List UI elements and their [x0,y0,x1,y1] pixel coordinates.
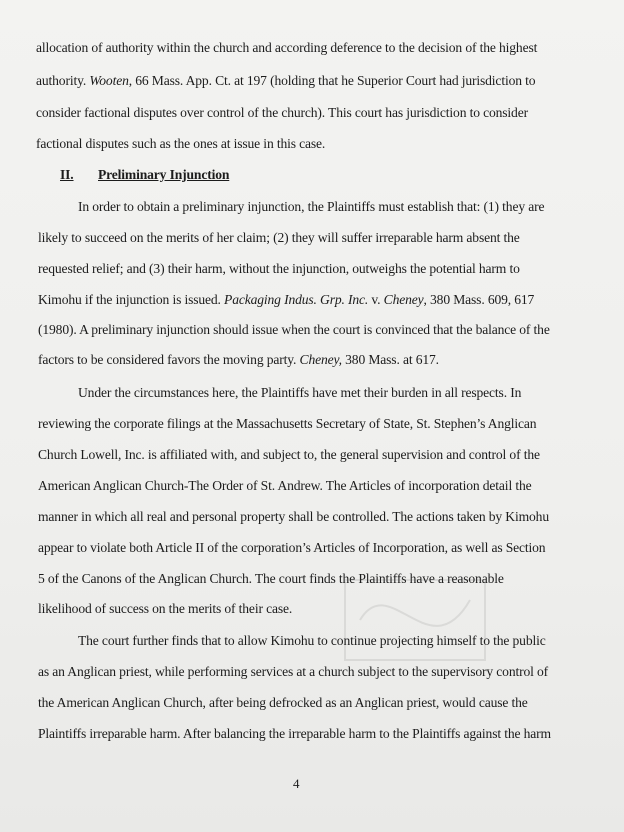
text-line: In order to obtain a preliminary injunction, the Plaintiffs must establish that: (1) they are [78,199,545,214]
section-number: II. [60,167,74,182]
text-line: factors to be considered favors the moving party. Cheney, 380 Mass. at 617. [38,352,439,367]
page-number: 4 [293,776,300,791]
text-line: as an Anglican priest, while performing services at a church subject to the supervisory control of [38,664,549,679]
text-line: Plaintiffs irreparable harm. After balancing the irreparable harm to the Plaintiffs against the harm [38,726,551,741]
text-line: authority. Wooten, 66 Mass. App. Ct. at 197 (holding that he Superior Court had jurisdiction to [36,73,536,88]
text-line: American Anglican Church-The Order of St. Andrew. The Articles of incorporation detail the [38,478,532,493]
text-line: factional disputes such as the ones at issue in this case. [36,136,326,151]
text-line: allocation of authority within the church and according deference to the decision of the highest [36,40,538,55]
text-line: likelihood of success on the merits of their case. [38,601,293,616]
text-line: appear to violate both Article II of the corporation’s Articles of Incorporation, as well as Section [38,540,546,555]
text-line: manner in which all real and personal property shall be controlled. The actions taken by Kimohu [38,509,549,524]
text-line: consider factional disputes over control of the church). This court has jurisdiction to consider [36,105,528,120]
text-line: likely to succeed on the merits of her claim; (2) they will suffer irreparable harm absent the [38,230,520,245]
text-line: Church Lowell, Inc. is affiliated with, and subject to, the general supervision and control of the [38,447,540,462]
text-line: Under the circumstances here, the Plaintiffs have met their burden in all respects. In [78,385,522,400]
text-line: Kimohu if the injunction is issued. Packaging Indus. Grp. Inc. v. Cheney, 380 Mass. 609, 617 [38,292,535,307]
section-title: Preliminary Injunction [98,167,230,182]
faint-stamp-image [340,560,490,680]
section-heading [60,167,229,183]
text-line: The court further finds that to allow Kimohu to continue projecting himself to the public [78,633,546,648]
text-line: (1980). A preliminary injunction should issue when the court is convinced that the balance of the [38,322,550,337]
text-line: requested relief; and (3) their harm, without the injunction, outweighs the potential harm to [38,261,520,276]
text-line: the American Anglican Church, after being defrocked as an Anglican priest, would cause the [38,695,528,710]
text-line: reviewing the corporate filings at the Massachusetts Secretary of State, St. Stephen’s Anglican [38,416,537,431]
text-line: 5 of the Canons of the Anglican Church. The court finds the Plaintiffs have a reasonable [38,571,504,586]
